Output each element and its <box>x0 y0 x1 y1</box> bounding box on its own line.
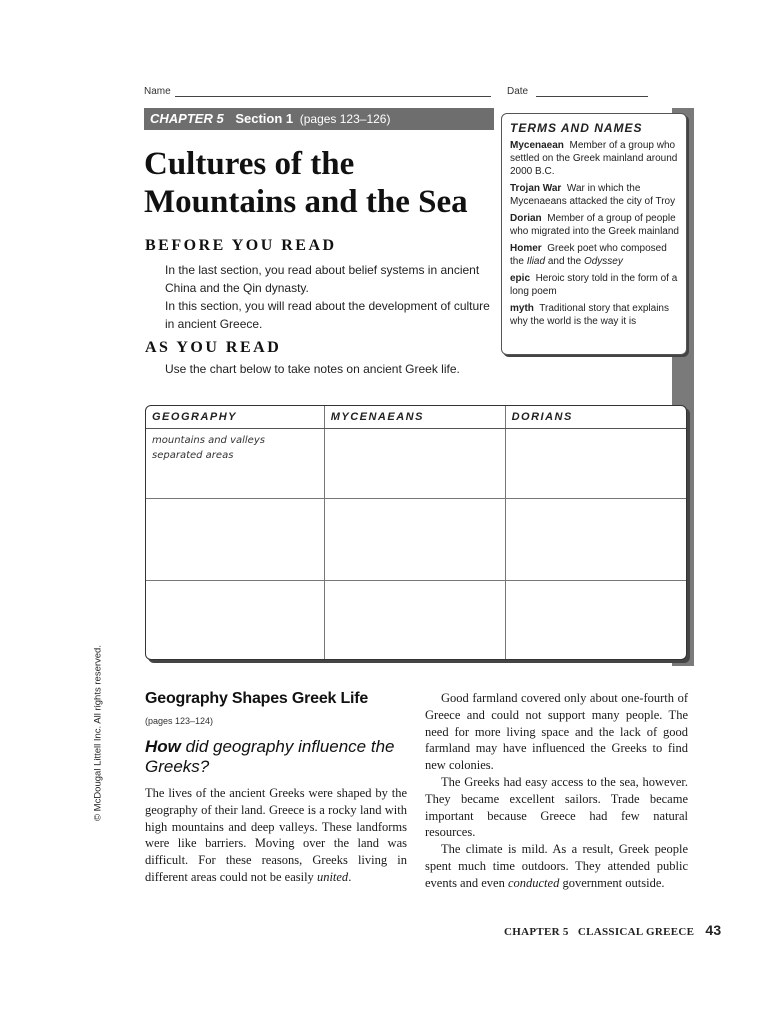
col2-paragraph-1: Good farmland covered only about one-fourth of Greece and could not support many people. The need for more living space and the lack of good farmland may have influenced the Greeks to find new colonies. <box>425 691 688 773</box>
notes-cell[interactable] <box>146 429 324 499</box>
name-field[interactable] <box>175 96 491 97</box>
notes-cell[interactable] <box>324 429 505 499</box>
column-header-mycenaeans: MYCENAEANS <box>324 406 505 429</box>
column-header-geography: GEOGRAPHY <box>146 406 324 429</box>
notes-cell[interactable] <box>324 499 505 581</box>
chapter-number: CHAPTER 5 <box>150 111 224 126</box>
col1-italic-word: united <box>316 869 349 884</box>
term-definition: Heroic story told in the form of a long poem <box>510 273 678 297</box>
date-label: Date <box>507 86 529 97</box>
term-item <box>510 182 679 208</box>
terms-and-names-box <box>501 113 687 355</box>
term-definition: Traditional story that explains why the world is the way it is <box>510 303 669 327</box>
chapter-header-bar <box>144 108 494 130</box>
before-you-read-p2: In this section, you will read about the development of culture in ancient Greece. <box>165 299 490 331</box>
terms-title: TERMS AND NAMES <box>510 121 643 135</box>
term-definition: Member of a group of people who migrated into the Greek mainland <box>510 213 679 237</box>
body-column-1 <box>145 785 407 886</box>
subsection-title: Geography Shapes Greek Life <box>145 690 369 707</box>
notes-cell[interactable] <box>505 581 686 660</box>
col2-p3-text: The climate is mild. As a result, Greek people spent much time outdoors. They attended public events and even <box>425 842 688 890</box>
page-footer <box>504 922 722 938</box>
col2-paragraph-2: The Greeks had easy access to the sea, however. They became excellent sailors. Trade became important because Greece had few natural resources. <box>425 774 688 840</box>
question-bold-word: How <box>145 737 181 756</box>
focus-question <box>145 737 410 777</box>
notes-cell[interactable] <box>146 581 324 660</box>
term-name: myth <box>510 303 534 314</box>
term-item <box>510 242 679 268</box>
col1-text: The lives of the ancient Greeks were shaped by the geography of their land. Greece is a rocky land with high mountains and deep valleys. These landforms were like barriers. Moving over the land was difficult. For these reasons, Greeks living in different areas could not be easily <box>145 786 407 884</box>
col2-p3-italic-word: conducted <box>507 875 560 890</box>
iliad-title: Iliad <box>526 256 546 267</box>
question-text: did geography influence the Greeks? <box>145 737 395 776</box>
footer-chapter: CHAPTER 5 <box>504 926 569 938</box>
term-item <box>510 302 679 328</box>
col1-end: . <box>348 869 352 884</box>
notes-cell[interactable] <box>505 429 686 499</box>
name-label: Name <box>144 86 171 97</box>
term-name: Dorian <box>510 213 542 224</box>
before-you-read-heading: BEFORE YOU READ <box>145 237 337 254</box>
term-definition: Greek poet who composed the <box>510 243 667 267</box>
handwritten-note-line2: separated areas <box>152 450 234 461</box>
column-header-dorians: DORIANS <box>505 406 686 429</box>
notes-cell[interactable] <box>505 499 686 581</box>
section-pages: (pages 123–126) <box>299 112 391 126</box>
date-field[interactable] <box>536 96 648 97</box>
as-you-read-p1: Use the chart below to take notes on ancient Greek life. <box>165 362 460 376</box>
term-name: epic <box>510 273 531 284</box>
col2-p3-end: government outside. <box>559 875 665 890</box>
handwritten-note-line1: mountains and valleys <box>152 435 265 446</box>
footer-title: CLASSICAL GREECE <box>577 926 695 938</box>
page-number: 43 <box>705 922 722 938</box>
term-definition-and: and the <box>545 256 584 267</box>
page-title: Cultures of the Mountains and the Sea <box>144 146 468 220</box>
subsection-pages: (pages 123–124) <box>145 716 214 726</box>
section-number: Section 1 <box>235 111 294 126</box>
term-name: Homer <box>510 243 542 254</box>
as-you-read-heading: AS YOU READ <box>145 339 282 356</box>
notes-cell[interactable] <box>146 499 324 581</box>
before-you-read-p1: In the last section, you read about belief systems in ancient China and the Qin dynasty. <box>165 263 480 295</box>
notes-cell[interactable] <box>324 581 505 660</box>
odyssey-title: Odyssey <box>583 256 623 267</box>
term-item <box>510 272 679 298</box>
term-definition: War in which the Mycenaeans attacked the city of Troy <box>510 183 676 207</box>
term-item <box>510 139 679 178</box>
term-definition: Member of a group who settled on the Greek mainland around 2000 B.C. <box>510 140 678 177</box>
copyright-notice: © McDougal Littell Inc. All rights reserved. <box>92 645 104 821</box>
term-name: Mycenaean <box>510 140 564 151</box>
body-column-2 <box>425 690 688 892</box>
term-name: Trojan War <box>510 183 562 194</box>
term-item <box>510 212 679 238</box>
col2-paragraph-3 <box>425 841 688 891</box>
notes-chart <box>145 405 687 660</box>
